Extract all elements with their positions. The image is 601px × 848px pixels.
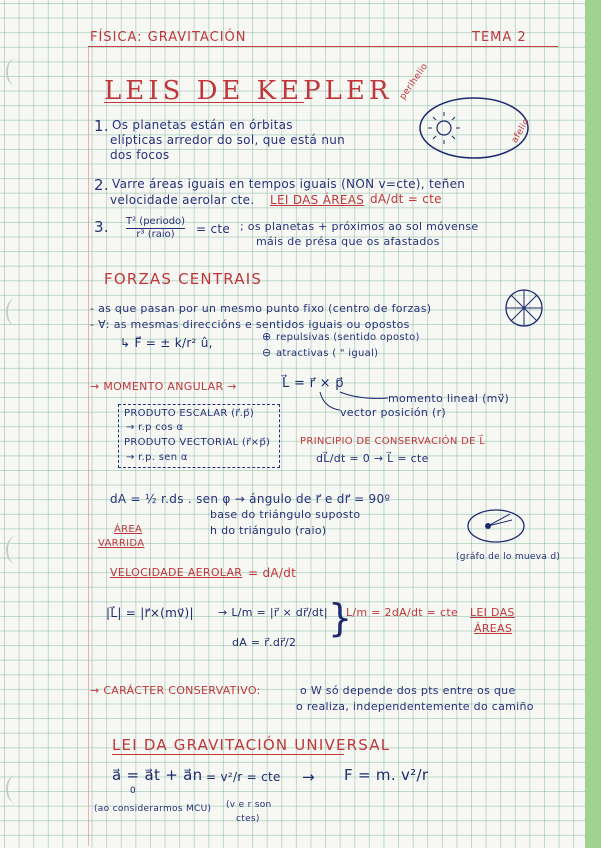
area-varrida-label-2: VARRIDA xyxy=(98,538,145,549)
central-bullet2: - ∀: as mesmas direccións e sentidos iguais ou opostos xyxy=(90,318,410,331)
repulsive-label: repulsivas (sentido oposto) xyxy=(276,332,420,343)
constants-note-1: (v e r son xyxy=(226,800,272,810)
law2-formula: dA/dt = cte xyxy=(370,192,442,206)
margin-line xyxy=(88,46,89,846)
implies-arrow: → xyxy=(302,768,315,786)
aerolar-velocity-title: VELOCIDADE AEROLAR xyxy=(110,566,243,579)
central-force-formula: ↳ F⃗ = ± k/r² û, xyxy=(120,336,213,350)
momento-lineal-label: momento lineal (mv⃗) xyxy=(388,392,510,405)
angular-momentum-label: → MOMENTO ANGULAR → xyxy=(90,380,237,393)
minus-sign: ⊖ xyxy=(262,346,272,359)
conservative-text1: o W só depende dos pts entre os que xyxy=(300,684,516,697)
conservation-formula: dL⃗/dt = 0 → L⃗ = cte xyxy=(316,452,429,465)
central-force-circle-diagram xyxy=(502,286,546,330)
law2-number: 2. xyxy=(94,176,109,194)
binder-hole xyxy=(6,298,26,326)
subject-heading: FÍSICA: GRAVITACIÓN xyxy=(90,30,247,45)
law3-denominator: r³ (raio) xyxy=(136,229,175,240)
law2-line1: Varre áreas iguais en tempos iguais (NON v=cte), teñen xyxy=(112,177,466,191)
area-varrida-label-1: ÁREA xyxy=(114,524,143,535)
dA-formula: dA = ½ r.ds . sen φ → ángulo de r⃗ e dr⃗ = 90º xyxy=(110,492,391,506)
page-tab xyxy=(585,0,601,848)
law2-line2: velocidade aerolar cte. xyxy=(110,193,255,207)
law1-number: 1. xyxy=(94,117,109,135)
law3-cte: = cte xyxy=(196,222,231,236)
lei-areas-label-1: LEI DAS xyxy=(470,606,515,619)
binder-hole xyxy=(6,536,26,564)
dA-vector-formula: dA = r⃗.dr⃗/2 xyxy=(232,636,297,649)
law3-text1: ; os planetas + próximos ao sol móvense xyxy=(240,220,479,233)
graph-note: (gráfo de lo mueva d) xyxy=(456,552,561,562)
conservative-label: → CARÁCTER CONSERVATIVO: xyxy=(90,684,261,697)
momentum-arrows xyxy=(300,388,420,428)
lei-areas-label-2: ÁREAS xyxy=(474,622,513,635)
brace-formula: L/m = 2dA/dt = cte xyxy=(346,606,459,619)
gravitation-underline xyxy=(112,754,344,755)
L-over-m-formula: → L/m = |r⃗ × dr⃗/dt| xyxy=(218,606,328,619)
perihelio-label: perihelio xyxy=(398,61,431,102)
law3-numerator: T² (periodo) xyxy=(126,216,186,227)
law1-line1: Os planetas están en órbitas xyxy=(112,118,293,132)
orbit-ellipse-diagram xyxy=(410,88,550,168)
gravitation-title: LEI DA GRAVITACIÓN UNIVERSAL xyxy=(112,736,391,754)
attractive-label: atractivas ( " igual) xyxy=(276,348,379,359)
central-forces-title: FORZAS CENTRAIS xyxy=(104,270,263,288)
force-formula: F = m. v²/r xyxy=(344,766,429,784)
vector-product-title: PRODUTO VECTORIAL (r⃗×p⃗) xyxy=(124,437,271,448)
base-note: base do triángulo suposto xyxy=(210,508,361,521)
afelio-label: afelio xyxy=(510,117,532,145)
acceleration-formula: a⃗ = a⃗t + a⃗n xyxy=(112,766,203,784)
scalar-product-title: PRODUTO ESCALAR (r⃗.p⃗) xyxy=(124,408,255,419)
height-note: h do triángulo (raio) xyxy=(210,524,327,537)
law3-number: 3. xyxy=(94,218,109,236)
law1-line3: dos focos xyxy=(110,148,170,162)
angular-momentum-formula: L⃗ = r⃗ × p⃗ xyxy=(282,376,344,391)
mcu-note: (ao considerarmos MCU) xyxy=(94,804,212,814)
header-rule xyxy=(88,46,558,47)
topic-heading: TEMA 2 xyxy=(472,30,527,45)
v2r-formula: = v²/r = cte xyxy=(206,770,281,784)
vector-product-value: → r.p. sen α xyxy=(126,452,188,463)
constants-note-2: ctes) xyxy=(236,814,260,824)
zero-mark: 0 xyxy=(130,786,137,796)
aerolar-velocity-formula: = dA/dt xyxy=(248,566,297,580)
law1-line2: elípticas arredor do sol, que está nun xyxy=(110,133,346,147)
binder-hole xyxy=(6,58,26,86)
law3-text2: máis de présa que os afastados xyxy=(256,235,440,248)
conservative-text2: o realiza, independentemente do camiño xyxy=(296,700,534,713)
page-title: LEIS DE KEPLER xyxy=(104,76,393,106)
L-modulus-formula: |L⃗| = |r⃗×(mv⃗)| xyxy=(106,606,194,620)
vector-posicion-label: vector posición (r) xyxy=(340,406,446,419)
conservation-title: PRINCIPIO DE CONSERVACIÓN DE L⃗ xyxy=(300,436,486,447)
central-bullet1: - as que pasan por un mesmo punto fixo (centro de forzas) xyxy=(90,302,432,315)
plus-sign: ⊕ xyxy=(262,330,272,343)
scalar-product-value: → r.p cos α xyxy=(126,422,184,433)
brace: } xyxy=(328,596,353,640)
law3-fraction xyxy=(126,216,185,241)
law2-area-law: LEI DAS ÁREAS xyxy=(270,193,365,207)
swept-area-diagram xyxy=(462,504,532,548)
title-underline xyxy=(104,100,304,103)
binder-hole xyxy=(6,775,26,803)
